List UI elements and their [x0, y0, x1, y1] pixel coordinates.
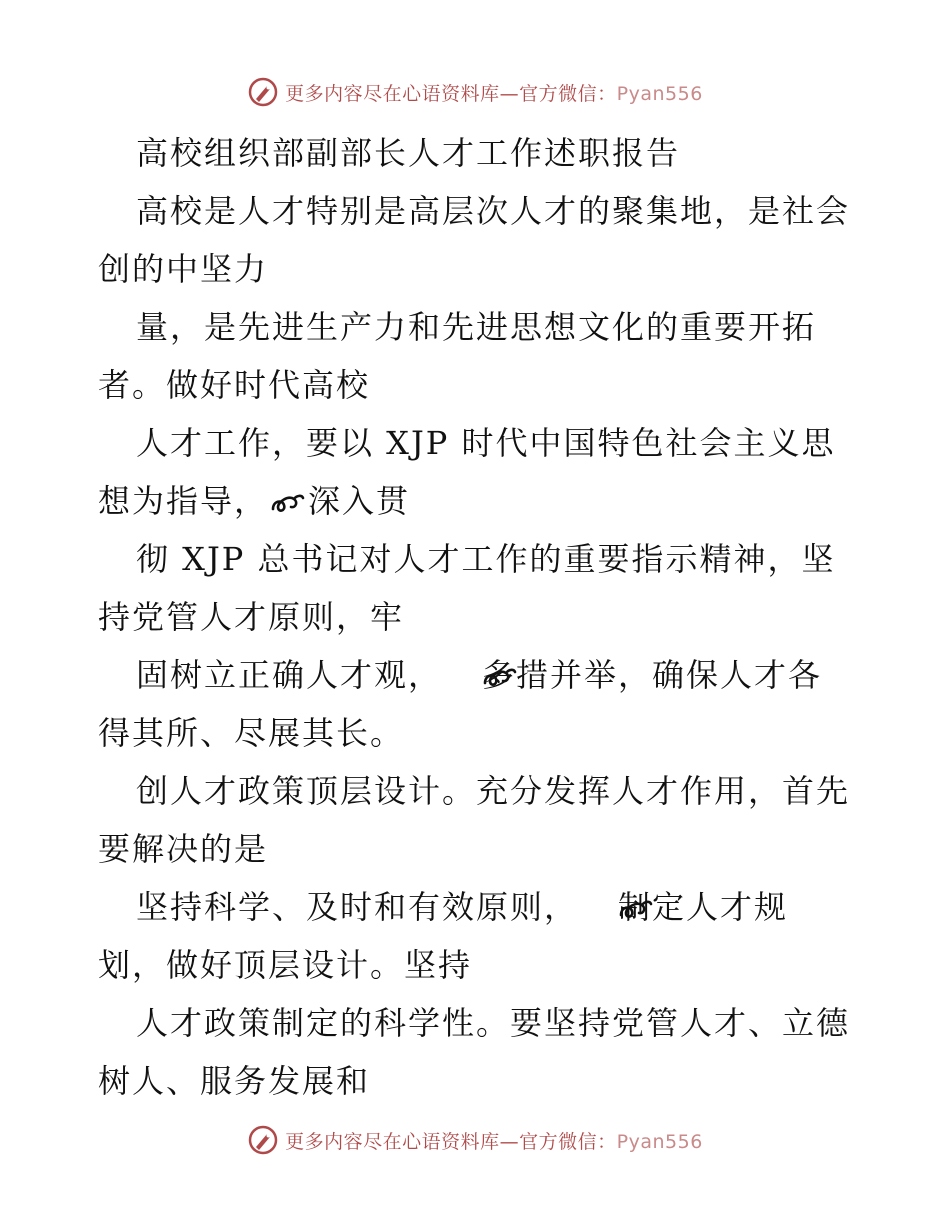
- header-banner-text: 更多内容尽在心语资料库—官方微信：Pyan556: [285, 82, 703, 105]
- header-banner: [0, 72, 950, 112]
- paragraph-3: 人才工作，要以 XJP 时代中国特色社会主义思: [136, 424, 836, 462]
- paragraph-8: 人才政策制定的科学性。要坚持党管人才、立德: [136, 1004, 851, 1042]
- document-title: 高校组织部副部长人才工作述职报告: [136, 134, 681, 172]
- paragraph-1: 高校是人才特别是高层次人才的聚集地，是社会: [136, 192, 851, 230]
- flourish-ornament-icon: [580, 881, 616, 907]
- pen-nib-logo-icon: [247, 1124, 279, 1156]
- paragraph-8-cont: 树人、服务发展和: [98, 1062, 371, 1100]
- flourish-ornament-icon: [270, 475, 306, 501]
- paragraph-4-cont: 持党管人才原则，牢: [98, 598, 405, 636]
- paragraph-3-cont: 想为指导， 深入贯: [98, 472, 858, 530]
- pen-nib-logo-icon: [247, 76, 279, 108]
- paragraph-1-cont: 创的中坚力: [98, 250, 269, 288]
- footer-banner-text: 更多内容尽在心语资料库—官方微信：Pyan556: [285, 1130, 703, 1153]
- paragraph-4: 彻 XJP 总书记对人才工作的重要指示精神，坚: [136, 540, 836, 578]
- paragraph-2-cont: 者。做好时代高校: [98, 366, 371, 404]
- document-body: [98, 124, 858, 1110]
- footer-wechat-id: Pyan556: [616, 1130, 703, 1153]
- paragraph-7: 坚持科学、及时和有效原则， 制定人才规: [98, 878, 858, 936]
- paragraph-7-cont: 划，做好顶层设计。坚持: [98, 946, 473, 984]
- flourish-ornament-icon: [444, 649, 480, 675]
- header-wechat-id: Pyan556: [616, 82, 703, 105]
- paragraph-2: 量，是先进生产力和先进思想文化的重要开拓: [136, 308, 817, 346]
- paragraph-5: 固树立正确人才观， 多措并举，确保人才各: [98, 646, 858, 704]
- footer-banner: [0, 1120, 950, 1160]
- paragraph-6: 创人才政策顶层设计。充分发挥人才作用，首先: [136, 772, 851, 810]
- paragraph-6-cont: 要解决的是: [98, 830, 269, 868]
- paragraph-5-cont: 得其所、尽展其长。: [98, 714, 405, 752]
